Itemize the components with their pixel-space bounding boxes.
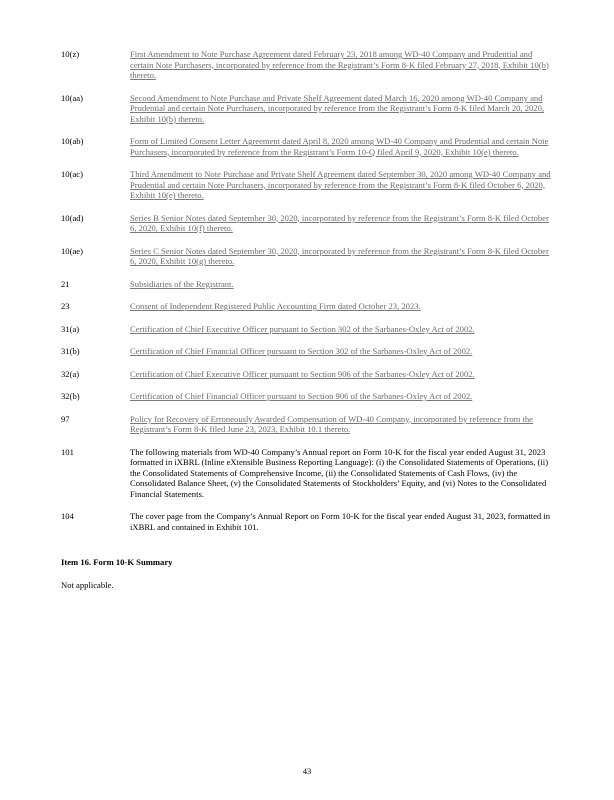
exhibit-description — [130, 169, 557, 201]
exhibit-row — [61, 301, 557, 312]
exhibit-link[interactable]: Policy for Recovery of Erroneously Awarded Compensation of WD-40 Company, incorporated by reference from the Registrant’s Form 8-K filed June 23, 2023, Exhibit 10.1 thereto. — [130, 413, 533, 434]
exhibit-description — [130, 279, 557, 290]
exhibit-description — [130, 511, 557, 532]
exhibit-number: 10(ac) — [61, 169, 83, 179]
exhibit-row — [61, 279, 557, 290]
exhibit-list — [61, 49, 557, 544]
exhibit-number: 10(ae) — [61, 245, 83, 256]
exhibit-number: 10(z) — [61, 49, 80, 59]
exhibit-number: 21 — [61, 278, 70, 289]
exhibit-number: 101 — [61, 446, 74, 457]
exhibit-description — [130, 49, 557, 81]
exhibit-number: 104 — [61, 511, 74, 521]
page-number: 43 — [302, 766, 312, 776]
exhibit-number: 10(ad) — [61, 212, 84, 223]
exhibit-link[interactable]: Series C Senior Notes dated September 30, 2020, incorporated by reference from the Registrant’s Form 8-K filed October 6, 2020, Exhibit 10(g) thereto. — [130, 245, 549, 266]
exhibit-description — [130, 136, 557, 157]
exhibit-link[interactable]: Second Amendment to Note Purchase and Private Shelf Agreement dated March 16, 2020 among WD-40 Company and Prudential and certain Note Purchasers, incorporated by reference from the Registrant’s Form 8-K filed March 20, 2020, Exhibit 10(b) thereto. — [130, 92, 545, 124]
exhibit-number: 31(a) — [61, 323, 80, 334]
exhibit-number: 23 — [61, 301, 70, 311]
exhibit-link[interactable]: Certification of Chief Executive Officer pursuant to Section 906 of the Sarbanes-Oxley Act of 2002. — [130, 368, 475, 379]
exhibit-number: 10(ab) — [61, 136, 84, 146]
exhibit-link[interactable]: Certification of Chief Executive Officer pursuant to Section 302 of the Sarbanes-Oxley Act of 2002. — [130, 323, 475, 334]
exhibit-row — [61, 391, 557, 402]
exhibit-description — [130, 246, 557, 267]
exhibit-link[interactable]: First Amendment to Note Purchase Agreement dated February 23, 2018 among WD-40 Company and Prudential and certain Note Purchasers, incorporated by reference from the Registrant’s Form 8-K filed February 27, 2018, Exhibit 10(b) thereto. — [130, 49, 549, 80]
exhibit-row — [61, 169, 557, 201]
exhibit-description — [130, 213, 557, 234]
exhibit-row — [61, 447, 557, 500]
exhibit-description — [130, 93, 557, 125]
exhibit-text: The cover page from the Company’s Annual Report on Form 10-K for the fiscal year ended August 31, 2023, formatted in iXBRL and contained in Exhibit 101. — [130, 511, 551, 532]
exhibit-number: 97 — [61, 413, 70, 424]
exhibit-link[interactable]: Certification of Chief Financial Officer pursuant to Section 906 of the Sarbanes-Oxley Act of 2002. — [130, 391, 473, 401]
exhibit-row — [61, 414, 557, 435]
exhibit-number: 32(b) — [61, 391, 80, 401]
exhibit-link[interactable]: Series B Senior Notes dated September 30, 2020, incorporated by reference from the Registrant’s Form 8-K filed October 6, 2020, Exhibit 10(f) thereto. — [130, 212, 549, 233]
exhibit-link[interactable]: Form of Limited Consent Letter Agreement dated April 8, 2020 among WD-40 Company and Prudential and certain Note Purchasers, incorporated by reference from the Registrant’s Form 10-Q filed April 9, 2020, Exhibit 10(e) thereto. — [130, 136, 549, 157]
exhibit-number: 10(aa) — [61, 92, 83, 103]
section-heading: Item 16. Form 10-K Summary — [61, 557, 173, 567]
exhibit-description — [130, 391, 557, 402]
exhibit-link[interactable]: Certification of Chief Financial Officer pursuant to Section 302 of the Sarbanes-Oxley Act of 2002. — [130, 346, 473, 356]
exhibit-description — [130, 346, 557, 357]
exhibit-row — [61, 369, 557, 380]
exhibit-description — [130, 324, 557, 335]
exhibit-link[interactable]: Third Amendment to Note Purchase and Private Shelf Agreement dated September 30, 2020 among WD-40 Company and Prudential and certain Note Purchasers, incorporated by reference from the Registrant’s Form 8-K filed October 6, 2020, Exhibit 10(e) thereto. — [130, 169, 551, 200]
exhibit-row — [61, 213, 557, 234]
exhibit-description — [130, 414, 557, 435]
exhibit-description — [130, 447, 557, 500]
exhibit-row — [61, 324, 557, 335]
exhibit-number: 31(b) — [61, 346, 80, 356]
exhibit-row — [61, 246, 557, 267]
exhibit-number: 32(a) — [61, 368, 80, 379]
exhibit-row — [61, 49, 557, 81]
exhibit-link[interactable]: Subsidiaries of the Registrant. — [130, 278, 234, 289]
exhibit-row — [61, 93, 557, 125]
exhibit-text: The following materials from WD-40 Company’s Annual report on Form 10-K for the fiscal year ended August 31, 2023 formatted in iXBRL (Inline eXtensible Business Reporting Language): (i) the Consolidated Statements of Operations, (ii) the Consolidated Statements of Comprehensive Income, (ii) the Consolidated Statements of Cash Flows, (iv) the Consolidated Balance Sheet, (v) the Consolidated Statements of Stockholders’ Equity, and (vi) Notes to the Consolidated Financial Statements. — [130, 446, 549, 499]
exhibit-description — [130, 301, 557, 312]
exhibit-link[interactable]: Consent of Independent Registered Public Accounting Firm dated October 23, 2023. — [130, 301, 421, 311]
exhibit-description — [130, 369, 557, 380]
exhibit-row — [61, 346, 557, 357]
exhibit-row — [61, 511, 557, 532]
section-body: Not applicable. — [61, 580, 114, 590]
exhibit-row — [61, 136, 557, 157]
